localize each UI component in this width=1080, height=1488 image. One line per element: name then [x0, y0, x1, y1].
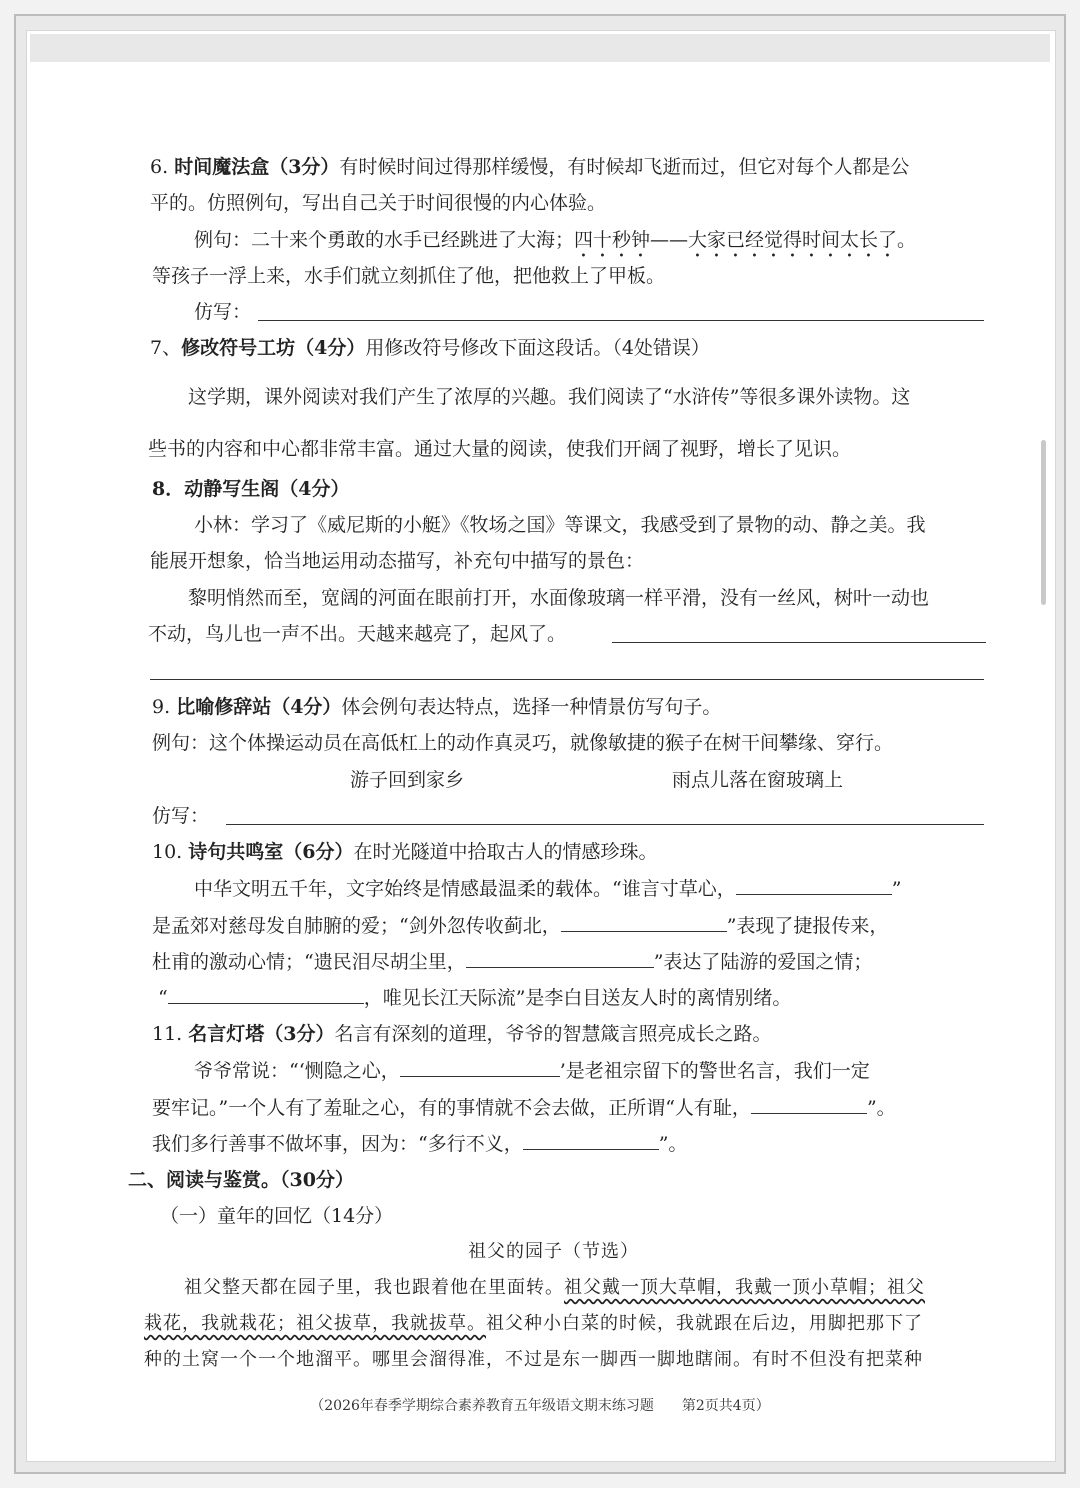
q6-line2: 平的。仿照例句，写出自己关于时间很慢的内心体验。 — [150, 192, 607, 214]
page-footer: （2026年春季学期综合素养教育五年级语文期末练习题 第2页共4页） — [310, 1398, 770, 1414]
q8-line2: 能展开想象，恰当地运用动态描写，补充句中描写的景色： — [150, 550, 645, 572]
scrollbar-thumb[interactable] — [1041, 440, 1046, 605]
q10-blank3[interactable] — [466, 949, 654, 968]
q10-blank1[interactable] — [736, 876, 892, 895]
q9-title: 比喻修辞站（4分） — [176, 696, 342, 718]
q11-blank1[interactable] — [400, 1058, 560, 1077]
q6-example: 例句：二十来个勇敢的水手已经跳进了大海；四十秒钟——大家已经觉得时间太长了。 — [194, 229, 917, 251]
q7-line1: 7、修改符号工坊（4分）用修改符号修改下面这段话。（4处错误） — [150, 337, 710, 359]
q10-line0: 10. 诗句共鸣室（6分）在时光隧道中拾取古人的情感珍珠。 — [152, 841, 658, 863]
top-shadow-bar — [30, 34, 1050, 62]
passage-title: 祖父的园子（节选） — [468, 1241, 639, 1262]
q11-line1: 爷爷常说：“‘恻隐之心， ’是老祖宗留下的警世名言，我们一定 — [194, 1060, 870, 1082]
q8-answer-line2[interactable] — [150, 679, 984, 680]
q7-title: 修改符号工坊（4分） — [181, 337, 366, 359]
q11-blank2[interactable] — [751, 1095, 867, 1114]
q7-para1: 这学期，课外阅读对我们产生了浓厚的兴趣。我们阅读了“水浒传”等很多课外读物。这 — [188, 386, 911, 408]
q9-option2: 雨点儿落在窗玻璃上 — [672, 769, 844, 791]
q11-blank3[interactable] — [523, 1131, 659, 1150]
q6-answer-line[interactable] — [258, 320, 984, 321]
q10-title: 诗句共鸣室（6分） — [188, 841, 354, 863]
q8-line4: 不动，鸟儿也一声不出。天越来越亮了，起风了。 — [148, 623, 567, 645]
q6-line1: 6. 时间魔法盒（3分）有时候时间过得那样缓慢，有时候却飞逝而过，但它对每个人都是公 — [150, 156, 910, 178]
q11-line3: 我们多行善事不做坏事，因为：“多行不义， ”。 — [152, 1133, 688, 1155]
q8-line3: 黎明悄然而至，宽阔的河面在眼前打开，水面像玻璃一样平滑，没有一丝风，树叶一动也 — [188, 587, 930, 609]
q10-line1: 中华文明五千年，文字始终是情感最温柔的载体。“谁言寸草心， ” — [194, 878, 902, 900]
q9-imitate-label: 仿写： — [152, 805, 210, 827]
section2-title: 二、阅读与鉴赏。（30分） — [128, 1169, 354, 1191]
q9-line1: 9. 比喻修辞站（4分）体会例句表达特点，选择一种情景仿写句子。 — [152, 696, 722, 718]
q8-line1: 小林：学习了《威尼斯的小艇》《牧场之国》等课文，我感受到了景物的动、静之美。我 — [194, 514, 926, 536]
q6-example-dotted: 四十秒钟——大家已经觉得时间太长了 — [574, 229, 898, 251]
q7-para2: 些书的内容和中心都非常丰富。通过大量的阅读，使我们开阔了视野，增长了见识。 — [148, 438, 852, 460]
passage-underline2: 栽花，我就栽花；祖父拔草，我就拔草。 — [144, 1313, 486, 1334]
q11-line2: 要牢记。”一个人有了羞耻之心，有的事情就不会去做，正所谓“人有耻， ”。 — [152, 1097, 896, 1119]
q11-line0: 11. 名言灯塔（3分）名言有深刻的道理，爷爷的智慧箴言照亮成长之路。 — [152, 1023, 772, 1045]
q10-blank2[interactable] — [561, 913, 727, 932]
q10-line3: 杜甫的激动心情；“遗民泪尽胡尘里， ”表达了陆游的爱国之情； — [152, 951, 873, 973]
q8-title: 8．动静写生阁（4分） — [152, 478, 350, 500]
q9-example: 例句：这个体操运动员在高低杠上的动作真灵巧，就像敏捷的猴子在树干间攀缘、穿行。 — [152, 732, 894, 754]
q9-option1: 游子回到家乡 — [350, 769, 465, 791]
q6-example-line2: 等孩子一浮上来，水手们就立刻抓住了他，把他救上了甲板。 — [152, 265, 666, 287]
q10-line2: 是孟郊对慈母发自肺腑的爱；“剑外忽传收蓟北， ”表现了捷报传来， — [152, 915, 889, 937]
passage-line2: 栽花，我就栽花；祖父拔草，我就拔草。祖父种小白菜的时候，我就跟在后边，用脚把那下了 — [144, 1313, 923, 1334]
q11-title: 名言灯塔（3分） — [188, 1023, 335, 1045]
passage-underline1: 祖父戴一顶大草帽，我戴一顶小草帽；祖父 — [564, 1277, 925, 1298]
q10-blank4[interactable] — [168, 985, 364, 1004]
q9-answer-line[interactable] — [226, 824, 984, 825]
passage-line1: 祖父整天都在园子里，我也跟着他在里面转。祖父戴一顶大草帽，我戴一顶小草帽；祖父 — [184, 1277, 925, 1298]
q8-answer-line1[interactable] — [612, 642, 986, 643]
q6-imitate-label: 仿写： — [194, 301, 252, 323]
q6-title: 时间魔法盒（3分） — [174, 156, 340, 178]
passage-line3: 种的土窝一个一个地溜平。哪里会溜得准，不过是东一脚西一脚地瞎闹。有时不但没有把菜种 — [144, 1349, 923, 1370]
section2-subtitle: （一）童年的回忆（14分） — [160, 1205, 394, 1227]
q10-line4: “ ，唯见长江天际流”是李白目送友人时的离情别绪。 — [158, 987, 792, 1009]
